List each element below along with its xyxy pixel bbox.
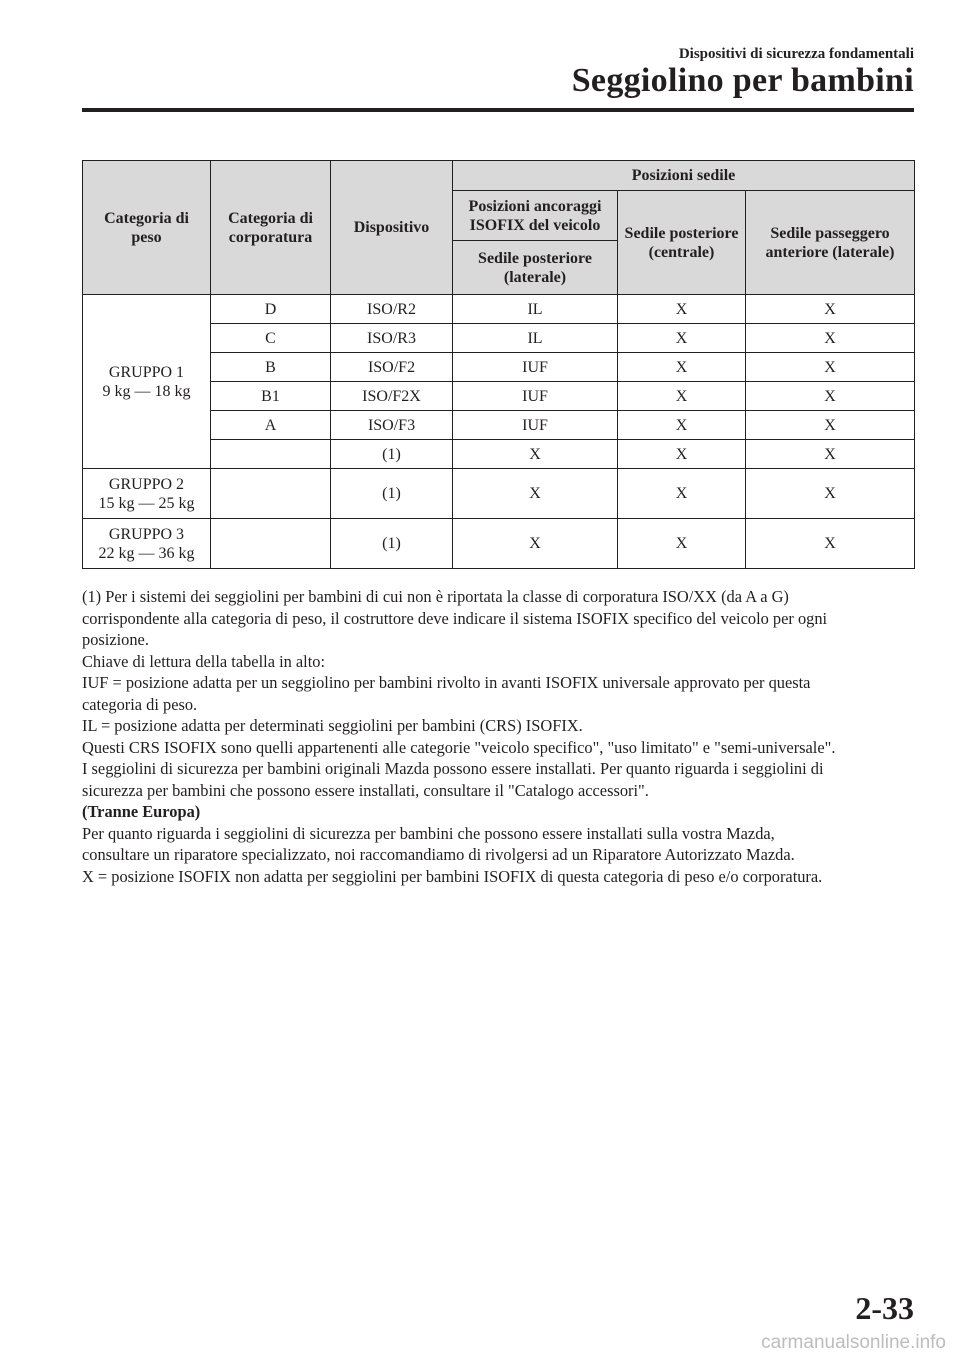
front-passenger-cell: X [746, 295, 915, 324]
note-line: Chiave di lettura della tabella in alto: [82, 651, 326, 671]
header-weight-category: Categoria di peso [83, 161, 211, 295]
note-line: I seggiolini di sicurezza per bambini originali Mazda possono essere installati. Per quanto riguarda i seggiolini di [82, 759, 824, 778]
rear-lateral-cell: IUF [453, 382, 618, 411]
header-rear-center: Sedile posteriore (centrale) [618, 191, 746, 295]
size-cell [211, 519, 331, 569]
rear-center-cell: X [618, 411, 746, 440]
note-line: categoria di peso. [82, 694, 198, 714]
note-line: IL = posizione adatta per determinati seggiolini per bambini (CRS) ISOFIX. [82, 716, 583, 735]
weight-group-range: 22 kg ― 36 kg [98, 544, 195, 562]
weight-group-name: GRUPPO 2 [108, 475, 185, 493]
front-passenger-cell: X [746, 519, 915, 569]
size-cell: B [211, 353, 331, 382]
rear-lateral-cell: IL [453, 295, 618, 324]
size-cell: C [211, 324, 331, 353]
rear-center-cell: X [618, 382, 746, 411]
weight-group-range: 15 kg ― 25 kg [98, 494, 195, 512]
device-cell: ISO/R2 [331, 295, 453, 324]
isofix-table [82, 160, 915, 569]
header-isofix-positions: Posizioni ancoraggi ISOFIX del veicolo [453, 191, 618, 241]
device-cell: ISO/F2X [331, 382, 453, 411]
size-cell: B1 [211, 382, 331, 411]
header-seat-positions: Posizioni sedile [453, 161, 915, 191]
note-line: IUF = posizione adatta per un seggiolino per bambini rivolto in avanti ISOFIX universale approvato per questa [82, 673, 811, 692]
header-front-passenger: Sedile passeggero anteriore (laterale) [746, 191, 915, 295]
device-cell: ISO/F3 [331, 411, 453, 440]
rear-center-cell: X [618, 353, 746, 382]
header-size-category: Categoria di corporatura [211, 161, 331, 295]
note-line: posizione. [82, 630, 149, 649]
rear-lateral-cell: IL [453, 324, 618, 353]
weight-group-range: 9 kg ― 18 kg [102, 382, 191, 400]
page-number: 2-33 [855, 1290, 914, 1326]
rear-lateral-cell: IUF [453, 411, 618, 440]
note-line: (1) Per i sistemi dei seggiolini per bambini di cui non è riportata la classe di corporatura ISO/XX (da A a G) [82, 587, 789, 606]
front-passenger-cell: X [746, 469, 915, 519]
weight-group-cell [83, 469, 211, 519]
section-header: Dispositivi di sicurezza fondamentali [678, 46, 914, 62]
header-rear-lateral: Sedile posteriore (laterale) [453, 241, 618, 295]
header-device: Dispositivo [331, 161, 453, 295]
front-passenger-cell: X [746, 411, 915, 440]
device-cell: ISO/R3 [331, 324, 453, 353]
rear-center-cell: X [618, 519, 746, 569]
note-line: sicurezza per bambini che possono essere installati, consultare il "Catalogo accessori". [82, 780, 649, 800]
rear-lateral-cell: X [453, 519, 618, 569]
table-body [83, 295, 915, 569]
device-cell: (1) [331, 440, 453, 469]
table-row [83, 295, 915, 324]
note-line: Questi CRS ISOFIX sono quelli appartenenti alle categorie "veicolo specifico", "uso limitato" e "semi-universale". [82, 737, 836, 757]
size-cell: A [211, 411, 331, 440]
watermark: carmanualsonline.info [761, 1332, 946, 1353]
front-passenger-cell: X [746, 353, 915, 382]
note-line: corrispondente alla categoria di peso, il costruttore deve indicare il sistema ISOFIX specifico del veicolo per ogni [82, 608, 828, 628]
device-cell: ISO/F2 [331, 353, 453, 382]
note-line: (Tranne Europa) [82, 802, 201, 821]
rear-center-cell: X [618, 469, 746, 519]
rear-lateral-cell: X [453, 440, 618, 469]
note-line: Per quanto riguarda i seggiolini di sicurezza per bambini che possono essere installati sulla vostra Mazda, [82, 823, 775, 843]
rear-center-cell: X [618, 324, 746, 353]
table-row [83, 519, 915, 569]
table-notes [82, 586, 917, 887]
device-cell: (1) [331, 469, 453, 519]
weight-group-cell [83, 295, 211, 469]
rear-center-cell: X [618, 295, 746, 324]
front-passenger-cell: X [746, 324, 915, 353]
rear-lateral-cell: X [453, 469, 618, 519]
device-cell: (1) [331, 519, 453, 569]
size-cell [211, 440, 331, 469]
front-passenger-cell: X [746, 440, 915, 469]
rear-lateral-cell: IUF [453, 353, 618, 382]
rear-center-cell: X [618, 440, 746, 469]
size-cell [211, 469, 331, 519]
table-row [83, 469, 915, 519]
page-title: Seggiolino per bambini [571, 62, 914, 99]
weight-group-cell [83, 519, 211, 569]
size-cell: D [211, 295, 331, 324]
header-rule [82, 108, 914, 112]
weight-group-name: GRUPPO 1 [108, 363, 185, 381]
note-line: X = posizione ISOFIX non adatta per seggiolini per bambini ISOFIX di questa categoria di peso e/o corporatura. [82, 866, 823, 886]
note-line: consultare un riparatore specializzato, noi raccomandiamo di rivolgersi ad un Riparatore Autorizzato Mazda. [82, 845, 795, 864]
front-passenger-cell: X [746, 382, 915, 411]
weight-group-name: GRUPPO 3 [108, 525, 185, 543]
